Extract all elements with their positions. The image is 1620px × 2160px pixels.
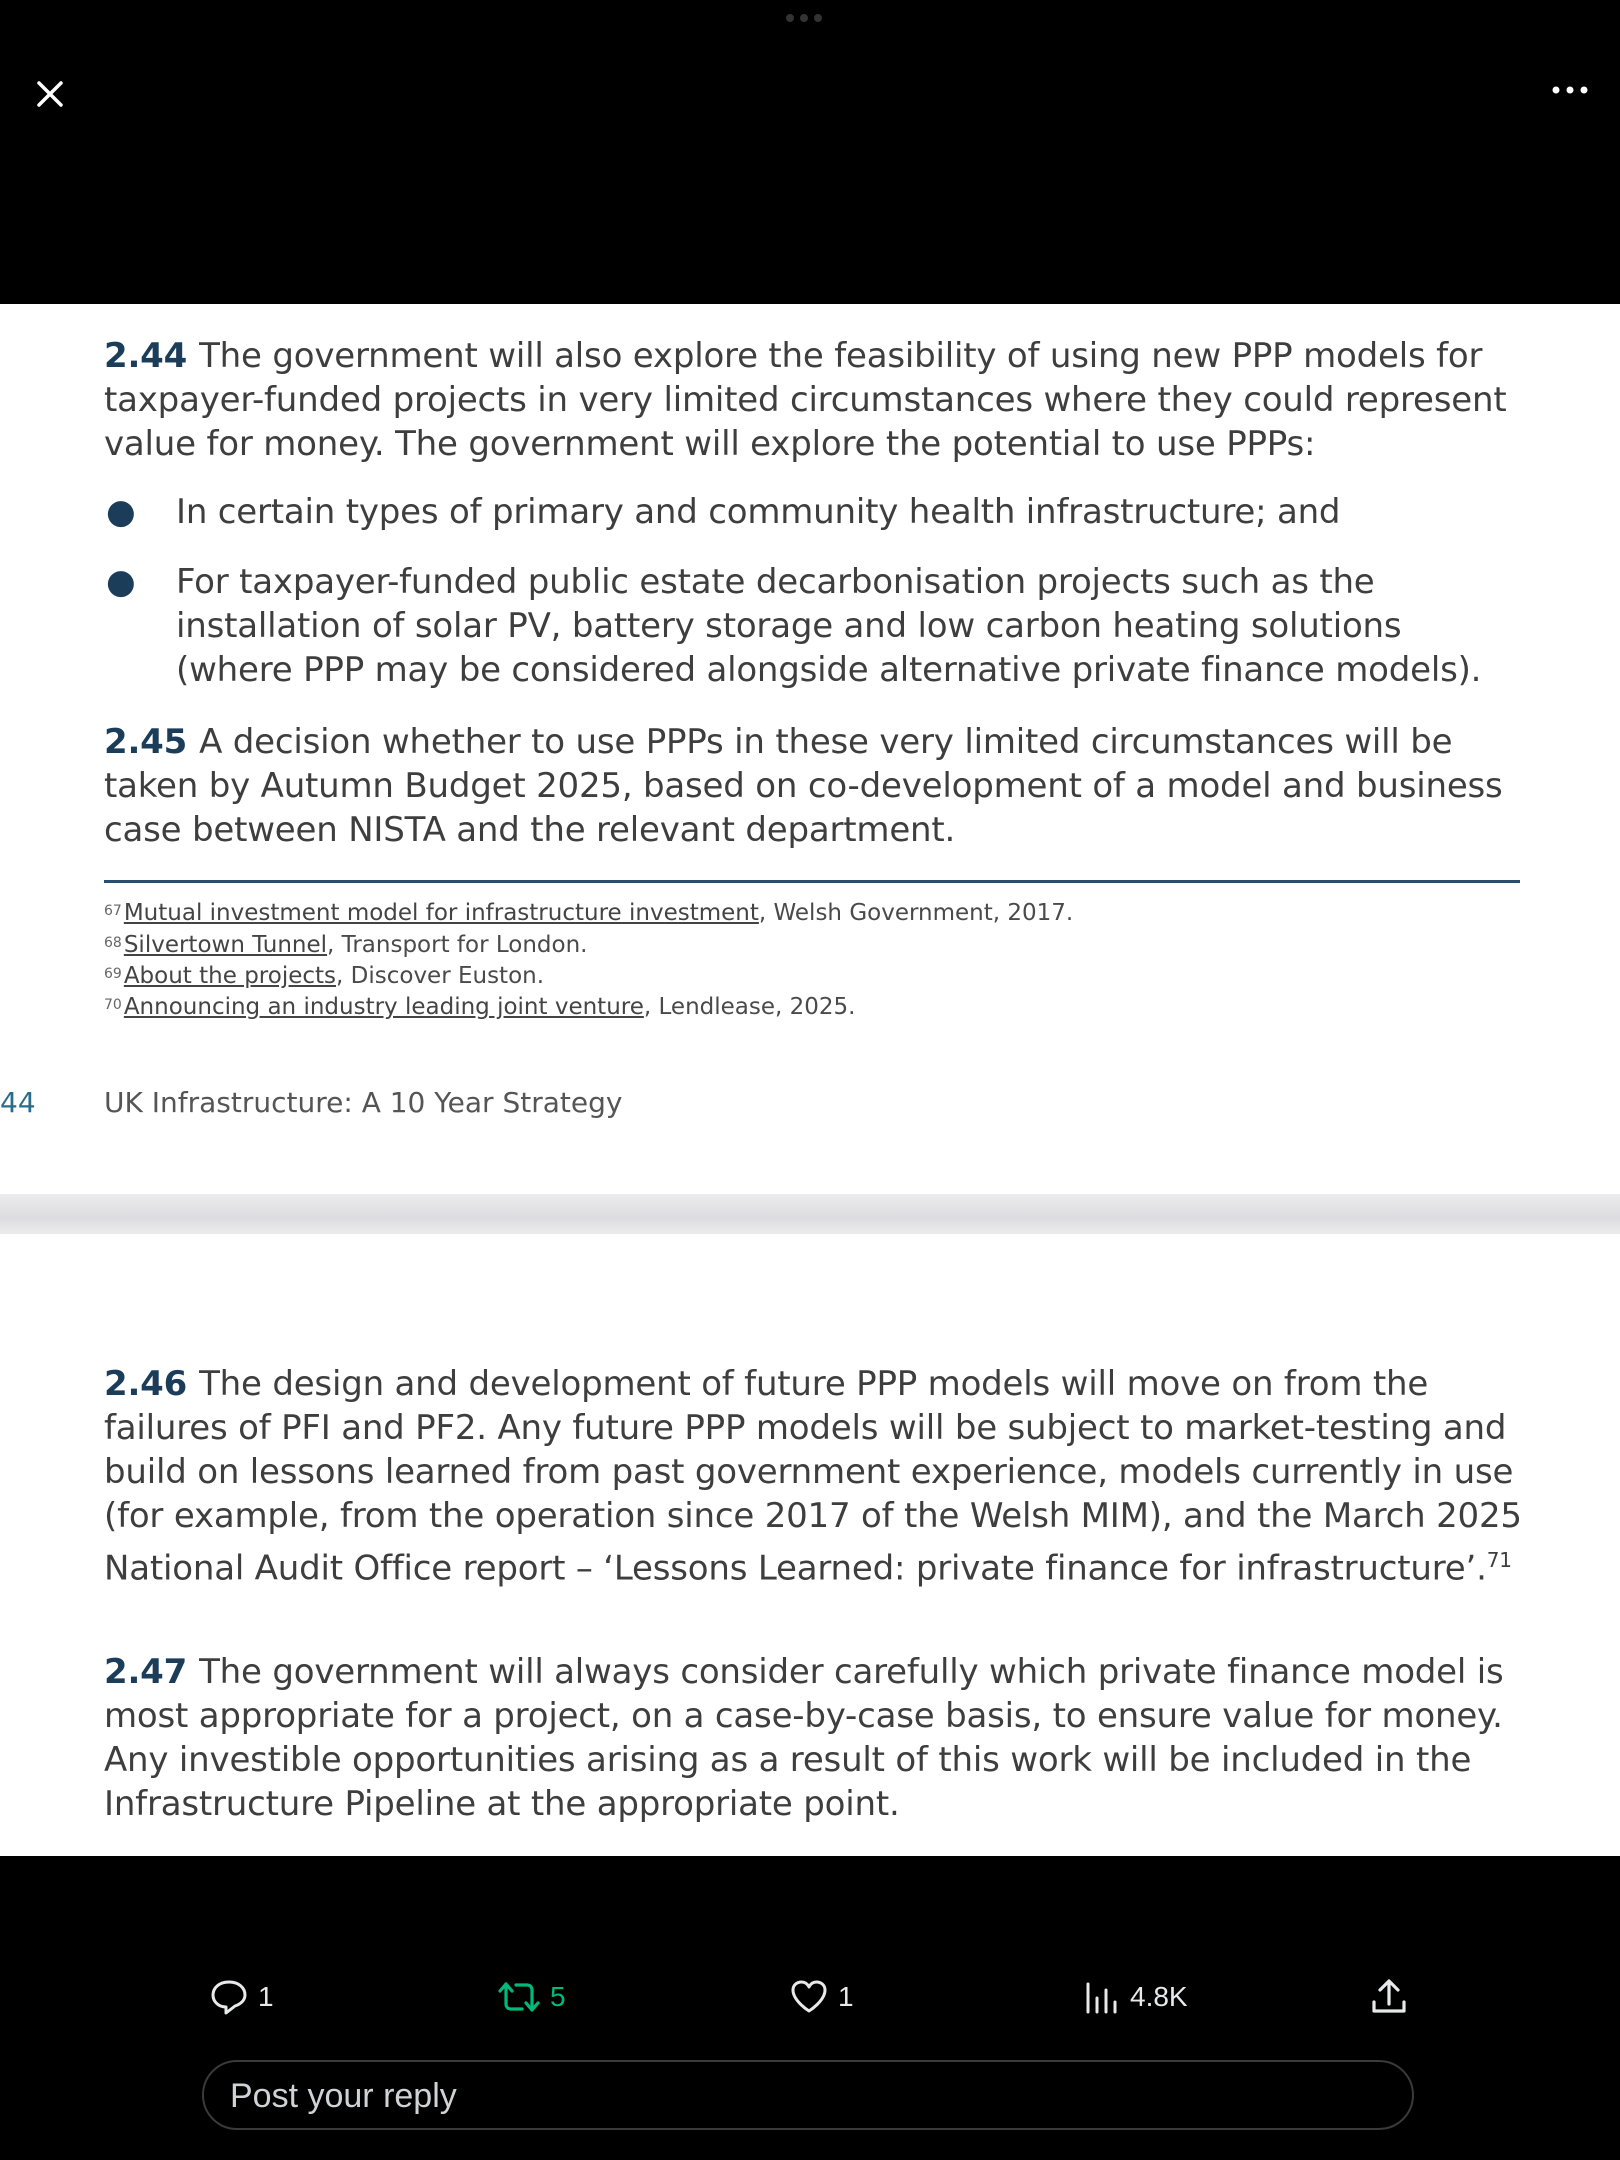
bullet-item xyxy=(104,490,1524,534)
repost-button[interactable] xyxy=(496,1976,566,2018)
more-horizontal-icon xyxy=(1548,70,1592,110)
footnote-link[interactable]: About the projects xyxy=(123,963,337,989)
footnote-67: $^{67}$Mutual investment model for infrastructure investment, Welsh Government, 2017. xyxy=(104,900,1074,926)
footnote-69: $^{69}$About the projects, Discover Euston. xyxy=(104,963,545,989)
repost-count: 5 xyxy=(550,1981,566,2012)
bullet-item xyxy=(104,560,1524,692)
footnote-68: $^{68}$Silvertown Tunnel, Transport for London. xyxy=(104,932,588,958)
repost-icon xyxy=(496,1976,542,2018)
page-number: 44 xyxy=(0,1086,36,1119)
paragraph-text: The government will also explore the feasibility of using new PPP models for taxpayer-funded projects in very limited circumstances where they could represent value for money. The government will explore the potential to use PPPs: xyxy=(104,336,1507,464)
share-button[interactable] xyxy=(1368,1976,1410,2018)
drag-handle[interactable] xyxy=(786,14,822,22)
footnote-link[interactable]: Silvertown Tunnel xyxy=(123,932,328,958)
reply-count: 1 xyxy=(258,1981,274,2012)
paragraph-2-44 xyxy=(104,334,1524,466)
views-button[interactable] xyxy=(1082,1976,1188,2018)
analytics-icon xyxy=(1082,1976,1122,2018)
paragraph-text: The government will always consider carefully which private finance model is most appropriate for a project, on a case-by-case basis, to ensure value for money. Any investible opportunities arising as a result of this work will be included in the Infrastructure Pipeline at the appropriate point. xyxy=(104,1652,1504,1824)
page-separator xyxy=(0,1194,1620,1234)
close-button[interactable] xyxy=(26,70,74,118)
footnote-link[interactable]: Mutual investment model for infrastructure investment xyxy=(123,900,759,926)
footnote-link[interactable]: Announcing an industry leading joint venture xyxy=(123,994,644,1020)
viewer-top-bar xyxy=(0,0,1620,304)
reply-button[interactable] xyxy=(208,1976,274,2018)
footnote-ref: 71 xyxy=(1486,1548,1512,1572)
heart-icon xyxy=(788,1976,830,2018)
more-options-button[interactable] xyxy=(1548,70,1592,110)
paragraph-number: 2.45 xyxy=(104,722,188,762)
paragraph-2-46 xyxy=(104,1362,1524,1590)
paragraph-number: 2.46 xyxy=(104,1364,188,1404)
document-title-footer: UK Infrastructure: A 10 Year Strategy xyxy=(104,1086,623,1119)
like-count: 1 xyxy=(838,1981,854,2012)
paragraph-2-47 xyxy=(104,1650,1524,1826)
bullet-icon: ● xyxy=(106,562,136,602)
bullet-text: In certain types of primary and community health infrastructure; and xyxy=(176,492,1341,532)
paragraph-number: 2.44 xyxy=(104,336,188,376)
paragraph-number: 2.47 xyxy=(104,1652,188,1692)
footnote-divider xyxy=(104,880,1520,883)
paragraph-text: A decision whether to use PPPs in these very limited circumstances will be taken by Autumn Budget 2025, based on co-development of a model and business case between NISTA and the relevant department. xyxy=(104,722,1503,850)
reply-icon xyxy=(208,1976,250,2018)
paragraph-text: The design and development of future PPP models will move on from the failures of PFI and PF2. Any future PPP models will be subject to market-testing and build on lessons learned from past government experience, models currently in use (for example, from the operation since 2017 of the Welsh MIM), and the March 2025 National Audit Office report – ‘Lessons Learned: private finance for infrastructure’. xyxy=(104,1364,1522,1589)
paragraph-2-45 xyxy=(104,720,1524,852)
document-page-45 xyxy=(0,1234,1620,1856)
close-icon xyxy=(26,70,74,118)
reply-composer[interactable] xyxy=(202,2060,1414,2130)
reply-input[interactable] xyxy=(228,2062,1332,2130)
document-page-44 xyxy=(0,304,1620,1194)
footnote-70: $^{70}$Announcing an industry leading joint venture, Lendlease, 2025. xyxy=(104,994,856,1020)
bullet-icon: ● xyxy=(106,492,136,532)
bullet-text: For taxpayer-funded public estate decarbonisation projects such as the installation of solar PV, battery storage and low carbon heating solutions (where PPP may be considered alongside alternative private finance models). xyxy=(176,562,1482,690)
like-button[interactable] xyxy=(788,1976,854,2018)
post-actions-bar xyxy=(0,1960,1620,2040)
views-count: 4.8K xyxy=(1130,1981,1188,2012)
share-icon xyxy=(1368,1976,1410,2018)
